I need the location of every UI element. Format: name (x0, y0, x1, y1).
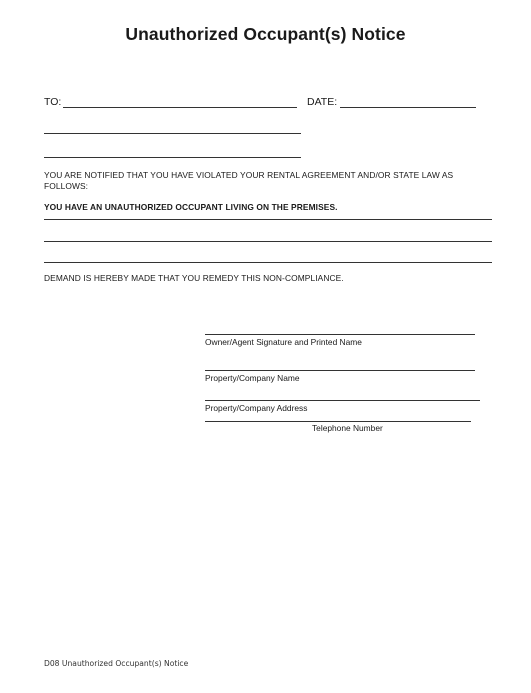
to-label: TO: (44, 96, 62, 108)
notice-text: YOU ARE NOTIFIED THAT YOU HAVE VIOLATED YOUR RENTAL AGREEMENT AND/OR STATE LAW AS FOLLOWS: (44, 170, 454, 191)
document-title: Unauthorized Occupant(s) Notice (125, 24, 406, 44)
violation-text: YOU HAVE AN UNAUTHORIZED OCCUPANT LIVING ON THE PREMISES. (44, 202, 338, 212)
address-line-2[interactable] (44, 157, 301, 158)
property-company-name-line[interactable] (205, 370, 475, 371)
description-line-1[interactable] (44, 219, 492, 220)
demand-text: DEMAND IS HEREBY MADE THAT YOU REMEDY THIS NON-COMPLIANCE. (44, 273, 344, 283)
to-line[interactable] (63, 107, 297, 108)
description-line-2[interactable] (44, 241, 492, 242)
date-label: DATE: (307, 96, 338, 108)
owner-signature-line[interactable] (205, 334, 475, 335)
property-company-address-label: Property/Company Address (205, 403, 308, 413)
date-line[interactable] (340, 107, 476, 108)
property-company-address-line[interactable] (205, 400, 480, 401)
telephone-number-line[interactable] (205, 421, 471, 422)
footer-text: D08 Unauthorized Occupant(s) Notice (44, 659, 189, 668)
property-company-name-label: Property/Company Name (205, 373, 300, 383)
owner-signature-label: Owner/Agent Signature and Printed Name (205, 337, 362, 347)
description-line-3[interactable] (44, 262, 492, 263)
address-line-1[interactable] (44, 133, 301, 134)
telephone-number-label: Telephone Number (312, 423, 383, 433)
